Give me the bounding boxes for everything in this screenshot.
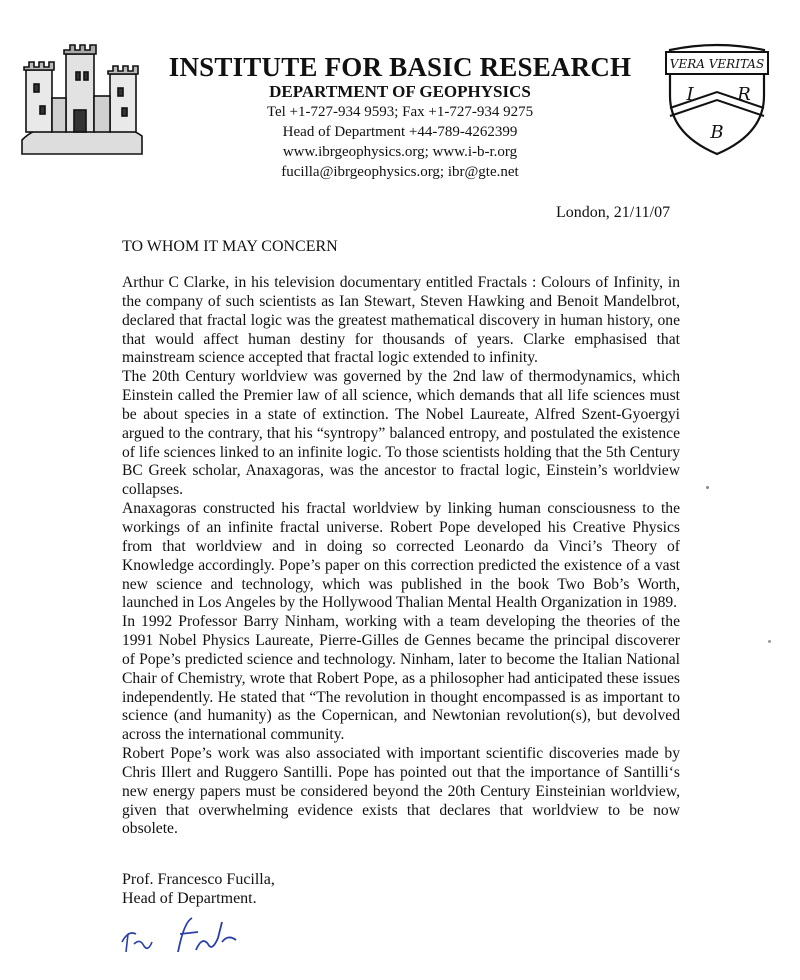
department-name: DEPARTMENT OF GEOPHYSICS xyxy=(269,82,531,101)
salutation: TO WHOM IT MAY CONCERN xyxy=(122,238,338,255)
body-paragraph: Arthur C Clarke, in his television documentary entitled Fractals : Colours of Infinity, in the company of such scientists as Ian Stewart, Steven Hawking and Benoit Mandelbrot, declared that fractal logic was the greatest mathematical discovery in human history, one that would affect human destiny for thousands of years. Clarke emphasised that mainstream science accepted that fractal logic extended to infinity. xyxy=(122,274,680,367)
body-paragraph: The 20th Century worldview was governed by the 2nd law of thermodynamics, which Einstein called the Premier law of all science, which demands that all life sciences must be about species in a state of extinction. The Nobel Laureate, Alfred Szent-Gyoergyi argued to the contrary, that his “syntropy” balanced entropy, and postulated the existence of life sciences linked to an infinite logic. To those scientists holding that the 5th Century BC Greek scholar, Anaxagoras, was the ancestor to fractal logic, Einstein’s worldview collapses. xyxy=(122,368,680,499)
crest-letter-b: B xyxy=(710,122,724,143)
ibr-crest-logo xyxy=(662,42,772,158)
letterhead-text xyxy=(150,52,650,182)
closing xyxy=(122,870,275,908)
institute-name: INSTITUTE FOR BASIC RESEARCH xyxy=(168,52,632,82)
letter-body xyxy=(122,274,680,839)
scan-speck xyxy=(768,640,771,643)
body-paragraph: Robert Pope’s work was also associated with important scientific discoveries made by Chris Illert and Ruggero Santilli. Pope has pointed out that the importance of Santilli‘s new energy papers must be considered beyond the 20th Century Einsteinian worldview, given that overwhelming evidence exists that declares that worldview to be now obsolete. xyxy=(122,745,680,838)
crest-motto: VERA VERITAS xyxy=(669,57,765,71)
letterhead xyxy=(0,0,800,200)
head-phone: Head of Department +44-789-4262399 xyxy=(282,124,518,140)
emails: fucilla@ibrgeophysics.org; ibr@gte.net xyxy=(281,164,519,180)
body-paragraph: Anaxagoras constructed his fractal worldview by linking human consciousness to the workings of an infinite fractal universe. Robert Pope developed his Creative Physics from that worldview and in doing so corrected Leonardo da Vinci’s Theory of Knowledge accordingly. Pope’s paper on this correction predicted the existence of a vast new science and technology, which was published in the book Two Bob’s Worth, launched in Los Angeles by the Hollywood Thalian Mental Health Organization in 1989. xyxy=(122,500,680,612)
castle-logo xyxy=(18,40,146,158)
signatory-name: Prof. Francesco Fucilla, xyxy=(122,871,275,888)
websites: www.ibrgeophysics.org; www.i-b-r.org xyxy=(282,144,518,160)
crest-letter-r: R xyxy=(737,84,751,105)
phone-fax: Tel +1-727-934 9593; Fax +1-727-934 9275 xyxy=(266,104,534,120)
scan-speck xyxy=(706,486,709,489)
handwritten-signature xyxy=(118,912,278,962)
body-paragraph: In 1992 Professor Barry Ninham, working with a team developing the theories of the 1991 Nobel Physics Laureate, Pierre-Gilles de Gennes became the principal discoverer of Pope’s predicted science and technology. Ninham, later to become the Italian National Chair of Chemistry, wrote that Robert Pope, as a philosopher had anticipated these issues independently. He stated that “The revolution in thought encompassed is as important to science (and humanity) as the Copernican, and Newtonian revolution(s), but devolved across the international community. xyxy=(122,613,680,744)
letter-date: London, 21/11/07 xyxy=(556,204,671,221)
crest-letter-i: I xyxy=(686,84,694,105)
signatory-title: Head of Department. xyxy=(122,890,257,907)
